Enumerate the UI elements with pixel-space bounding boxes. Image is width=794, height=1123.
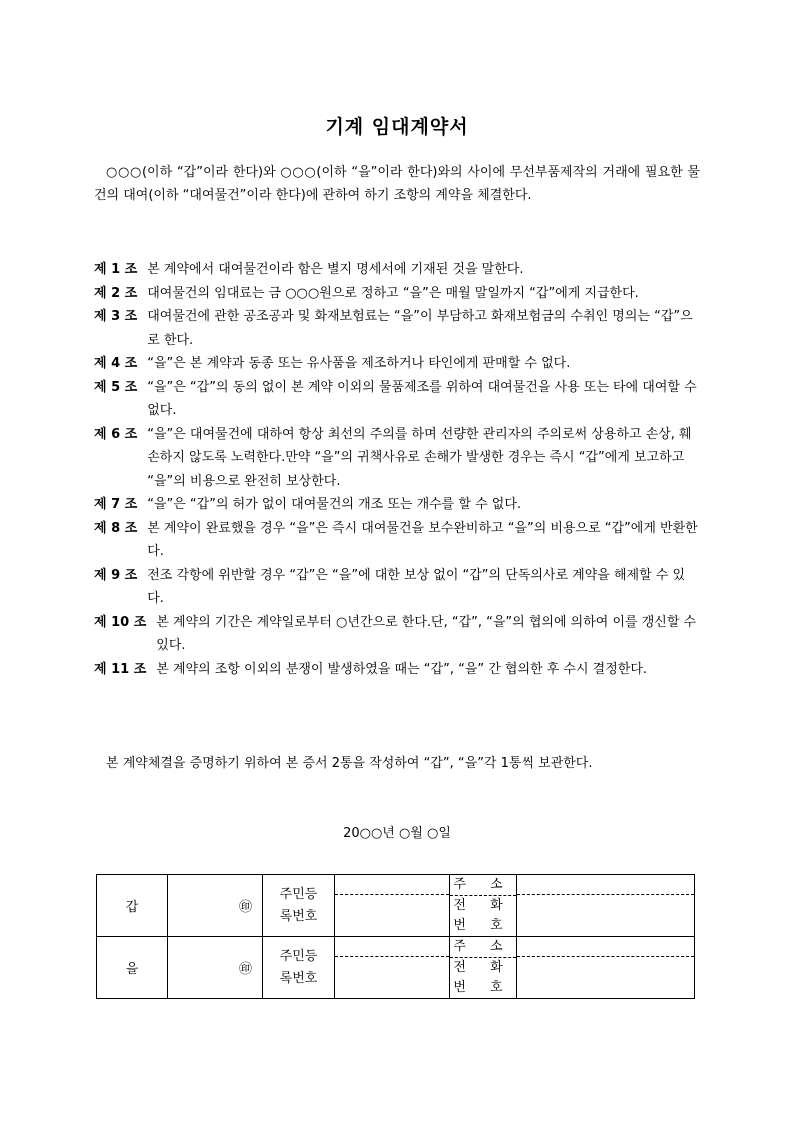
article-label: 제 4 조 <box>94 356 138 371</box>
article-label: 제 1 조 <box>94 262 138 277</box>
address-label: 주 소 <box>453 939 513 954</box>
seal-mark: ㊞ <box>168 937 263 999</box>
contact-values[interactable] <box>517 875 695 937</box>
article-9 <box>94 564 700 611</box>
phone-label-line-2: 번 호 <box>453 980 513 995</box>
id-label-line-1: 주민등 <box>279 886 318 902</box>
article-3 <box>94 305 700 352</box>
article-label: 제 7 조 <box>94 497 138 512</box>
article-label: 제 9 조 <box>94 567 138 583</box>
article-label: 제 11 조 <box>94 661 147 677</box>
article-text: 대여물건의 임대료는 금 ○○○원으로 정하고 “을”은 매월 말일까지 “갑”에게 지급한다. <box>147 285 639 301</box>
party-name: 갑 <box>97 875 168 937</box>
article-text: 전조 각항에 위반할 경우 “갑”은 “을”에 대한 보상 없이 “갑”의 단독의사로 계약을 해제할 수 있다. <box>147 567 686 606</box>
article-text: 본 계약의 기간은 계약일로부터 ○년간으로 한다.단, “갑”, “을”의 협의에 의하여 이를 갱신할 수 있다. <box>156 614 697 653</box>
article-label: 제 10 조 <box>94 614 147 630</box>
article-5 <box>94 376 700 423</box>
article-label: 제 2 조 <box>94 285 138 301</box>
contract-date: 20○○년 ○월 ○일 <box>343 826 451 841</box>
seal-mark: ㊞ <box>168 875 263 937</box>
article-text: 본 계약에서 대여물건이라 함은 별지 명세서에 기재된 것을 말한다. <box>147 262 524 277</box>
article-label: 제 8 조 <box>94 520 138 536</box>
id-number-label <box>263 875 335 937</box>
article-8 <box>94 517 700 564</box>
article-4 <box>94 352 700 376</box>
contact-labels <box>450 875 517 937</box>
article-text: “을”은 “갑”의 허가 없이 대여물건의 개조 또는 개수를 할 수 없다. <box>147 497 522 512</box>
article-list <box>94 258 700 681</box>
id-number-value[interactable] <box>335 937 450 999</box>
article-text: “을”은 대여물건에 대하여 항상 최선의 주의를 하며 선량한 관리자의 주의로써 상용하고 손상, 훼손하지 않도록 노력한다.만약 “을”의 귀책사유로 손해가 발생한 경우는 즉시 “갑”에게 보고하고 “을”의 비용으로 완전히 보상한다. <box>147 426 692 489</box>
phone-label-line-2: 번 호 <box>453 918 513 933</box>
article-2 <box>94 282 700 306</box>
article-7 <box>94 493 700 517</box>
party-name: 을 <box>97 937 168 999</box>
article-11 <box>94 658 700 682</box>
id-number-value[interactable] <box>335 875 450 937</box>
article-label: 제 6 조 <box>94 426 138 442</box>
closing-paragraph: 본 계약체결을 증명하기 위하여 본 증서 2통을 작성하여 “갑”, “을”각 1통씩 보관한다. <box>106 756 593 771</box>
article-text: “을”은 본 계약과 동종 또는 유사품을 제조하거나 타인에게 판매할 수 없다. <box>147 356 571 371</box>
article-6 <box>94 423 700 494</box>
signature-table <box>96 874 695 999</box>
document-title: 기계 임대계약서 <box>325 116 469 138</box>
article-label: 제 3 조 <box>94 309 138 324</box>
article-text: 본 계약이 완료했을 경우 “을”은 즉시 대여물건을 보수완비하고 “을”의 비용으로 “갑”에게 반환한다. <box>147 520 698 559</box>
contact-labels <box>450 937 517 999</box>
article-10 <box>94 611 700 658</box>
article-text: “을”은 “갑”의 동의 없이 본 계약 이외의 물품제조를 위하여 대여물건을 사용 또는 타에 대여할 수 없다. <box>147 379 697 418</box>
phone-label-line-1: 전 화 <box>450 895 516 916</box>
address-label: 주 소 <box>453 877 513 892</box>
intro-paragraph: ○○○(이하 “갑”이라 한다)와 ○○○(이하 “을”이라 한다)와의 사이에 무선부품제작의 거래에 필요한 물건의 대여(이하 “대여물건”이라 한다)에 관하여 하기 조항의 계약을 체결한다. <box>94 165 700 203</box>
id-label-line-2: 록번호 <box>279 908 318 924</box>
phone-label-line-1: 전 화 <box>450 957 516 978</box>
signature-row-gap <box>97 875 695 937</box>
article-label: 제 5 조 <box>94 379 138 395</box>
id-number-label <box>263 937 335 999</box>
article-1 <box>94 258 700 282</box>
article-text: 본 계약의 조항 이외의 분쟁이 발생하였을 때는 “갑”, “을” 간 협의한 후 수시 결정한다. <box>156 661 648 677</box>
id-label-line-1: 주민등 <box>279 948 318 964</box>
signature-row-eul <box>97 937 695 999</box>
id-label-line-2: 록번호 <box>279 970 318 986</box>
article-text: 대여물건에 관한 공조공과 및 화재보험료는 “을”이 부담하고 화재보험금의 수취인 명의는 “갑”으로 한다. <box>147 309 693 348</box>
contact-values[interactable] <box>517 937 695 999</box>
